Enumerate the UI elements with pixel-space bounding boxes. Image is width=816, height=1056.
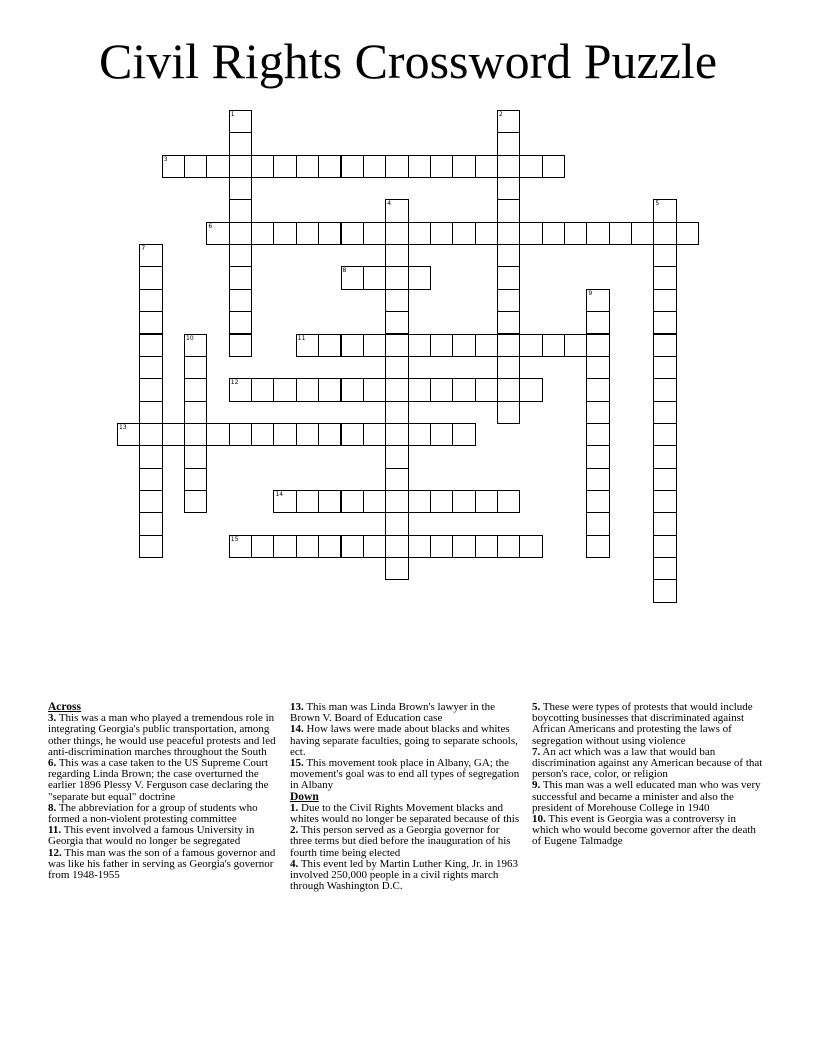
grid-number: 15 bbox=[230, 535, 239, 543]
grid-cell[interactable] bbox=[273, 535, 296, 558]
grid-cell[interactable] bbox=[430, 490, 453, 513]
grid-cell[interactable] bbox=[229, 334, 252, 357]
grid-cell[interactable] bbox=[586, 334, 609, 357]
grid-cell[interactable] bbox=[408, 535, 431, 558]
grid-cell[interactable] bbox=[542, 222, 565, 245]
clue-down-9: 9. This man was a well educated man who was very successful and became a minister and also the president of Morehouse College in 1940 bbox=[532, 779, 761, 814]
grid-number: 6 bbox=[208, 222, 213, 230]
grid-cell[interactable] bbox=[385, 445, 408, 468]
grid-cell[interactable] bbox=[586, 356, 609, 379]
grid-cell[interactable] bbox=[408, 266, 431, 289]
grid-cell[interactable] bbox=[408, 490, 431, 513]
grid-cell[interactable] bbox=[497, 244, 520, 267]
grid-cell[interactable] bbox=[229, 423, 252, 446]
grid-cell[interactable] bbox=[229, 222, 252, 245]
grid-cell[interactable] bbox=[586, 535, 609, 558]
grid-number: 10 bbox=[186, 334, 194, 342]
grid-cell[interactable] bbox=[497, 289, 520, 312]
clue-across-8: 8. The abbreviation for a group of students who formed a non-violent protesting committee bbox=[48, 801, 258, 826]
grid-cell[interactable] bbox=[408, 423, 431, 446]
grid-cell[interactable] bbox=[296, 423, 319, 446]
clue-column-3 bbox=[532, 702, 764, 848]
grid-number: 14 bbox=[275, 490, 284, 498]
grid-cell[interactable] bbox=[497, 132, 520, 155]
grid-number: 7 bbox=[141, 245, 146, 253]
grid-cell[interactable] bbox=[497, 490, 520, 513]
grid-cell[interactable] bbox=[184, 490, 207, 513]
grid-cell[interactable] bbox=[475, 222, 498, 245]
clue-across-15: 15. This movement took place in Albany, GA; the movement's goal was to end all types of segregation in Albany bbox=[290, 757, 520, 792]
grid-cell[interactable] bbox=[653, 423, 676, 446]
grid-cell[interactable] bbox=[452, 423, 475, 446]
grid-cell[interactable] bbox=[497, 535, 520, 558]
grid-cell[interactable] bbox=[296, 535, 319, 558]
grid-cell[interactable] bbox=[430, 155, 453, 178]
grid-cell[interactable] bbox=[542, 155, 565, 178]
grid-cell[interactable] bbox=[497, 266, 520, 289]
grid-number: 1 bbox=[230, 111, 235, 118]
grid-cell[interactable] bbox=[385, 334, 408, 357]
grid-cell[interactable] bbox=[653, 445, 676, 468]
grid-cell[interactable] bbox=[363, 334, 386, 357]
grid-cell[interactable] bbox=[653, 557, 676, 580]
grid-cell[interactable] bbox=[318, 490, 341, 513]
clue-down-7: 7. An act which was a law that would ban discrimination against any American because of that person's race, color, or religion bbox=[532, 745, 763, 781]
clue-down-2: 2. This person served as a Georgia governor for three terms but died before the inauguration of his fourth time being elected bbox=[290, 824, 511, 859]
grid-cell[interactable] bbox=[653, 468, 676, 491]
grid-cell[interactable] bbox=[430, 222, 453, 245]
grid-number: 12 bbox=[230, 379, 239, 387]
clue-across-11: 11. This event involved a famous University in Georgia that would no longer be segregated bbox=[48, 824, 255, 848]
grid-cell[interactable] bbox=[497, 155, 520, 178]
grid-cell[interactable] bbox=[430, 423, 453, 446]
grid-cell[interactable] bbox=[363, 378, 386, 401]
grid-number: 5 bbox=[655, 200, 660, 208]
grid-cell[interactable] bbox=[184, 401, 207, 424]
clue-across-13: 13. This man was Linda Brown's lawyer in the Brown V. Board of Education case bbox=[290, 701, 495, 725]
grid-cell[interactable] bbox=[385, 311, 408, 334]
clue-column-1 bbox=[48, 702, 280, 881]
grid-cell[interactable] bbox=[363, 266, 386, 289]
grid-cell[interactable] bbox=[408, 222, 431, 245]
grid-cell[interactable] bbox=[653, 244, 676, 267]
grid-cell[interactable] bbox=[475, 334, 498, 357]
grid-cell[interactable] bbox=[363, 423, 386, 446]
grid-cell[interactable] bbox=[385, 244, 408, 267]
grid-cell[interactable] bbox=[139, 334, 162, 357]
grid-cell[interactable] bbox=[586, 512, 609, 535]
clue-across-12: 12. This man was the son of a famous governor and was like his father in serving as Georgia's governor from 1948-1955 bbox=[48, 846, 276, 882]
grid-cell[interactable] bbox=[385, 512, 408, 535]
grid-cell[interactable] bbox=[296, 490, 319, 513]
grid-cell[interactable] bbox=[229, 155, 252, 178]
grid-cell[interactable] bbox=[452, 334, 475, 357]
grid-cell[interactable] bbox=[586, 401, 609, 424]
clue-down-5: 5. These were types of protests that would include boycotting businesses that discriminated against African Americans and protesting the laws of segregation without using violence bbox=[532, 701, 753, 747]
grid-cell[interactable] bbox=[653, 289, 676, 312]
grid-cell[interactable] bbox=[273, 155, 296, 178]
page-title: Civil Rights Crossword Puzzle bbox=[98, 33, 718, 89]
grid-cell[interactable] bbox=[229, 244, 252, 267]
grid-cell[interactable] bbox=[363, 222, 386, 245]
grid-cell[interactable] bbox=[385, 490, 408, 513]
grid-cell[interactable] bbox=[497, 401, 520, 424]
grid-cell[interactable] bbox=[653, 222, 676, 245]
grid-cell[interactable] bbox=[497, 356, 520, 379]
grid-cell[interactable] bbox=[139, 468, 162, 491]
grid-cell[interactable] bbox=[162, 423, 185, 446]
grid-number: 8 bbox=[342, 267, 347, 275]
grid-cell[interactable] bbox=[653, 535, 676, 558]
clue-column-2 bbox=[290, 702, 522, 892]
grid-cell[interactable] bbox=[139, 266, 162, 289]
grid-cell[interactable] bbox=[497, 199, 520, 222]
grid-cell[interactable] bbox=[653, 579, 676, 602]
grid-cell[interactable] bbox=[385, 289, 408, 312]
grid-cell[interactable] bbox=[497, 177, 520, 200]
grid-number: 2 bbox=[498, 111, 503, 118]
grid-cell[interactable] bbox=[653, 311, 676, 334]
grid-cell[interactable] bbox=[184, 356, 207, 379]
grid-cell[interactable] bbox=[341, 535, 364, 558]
grid-cell[interactable] bbox=[139, 490, 162, 513]
grid-cell[interactable] bbox=[318, 155, 341, 178]
grid-cell[interactable] bbox=[519, 535, 542, 558]
grid-cell[interactable] bbox=[363, 490, 386, 513]
grid-cell[interactable] bbox=[139, 512, 162, 535]
grid-cell[interactable] bbox=[497, 334, 520, 357]
grid-number: 4 bbox=[387, 200, 392, 208]
grid-cell[interactable] bbox=[385, 155, 408, 178]
grid-cell[interactable] bbox=[385, 423, 408, 446]
grid-cell[interactable] bbox=[430, 535, 453, 558]
grid-cell[interactable] bbox=[318, 334, 341, 357]
grid-cell[interactable] bbox=[251, 155, 274, 178]
grid-cell[interactable] bbox=[519, 222, 542, 245]
grid-cell[interactable] bbox=[273, 423, 296, 446]
grid-cell[interactable] bbox=[139, 445, 162, 468]
grid-cell[interactable] bbox=[385, 222, 408, 245]
grid-cell[interactable] bbox=[139, 423, 162, 446]
grid-cell[interactable] bbox=[184, 378, 207, 401]
grid-cell[interactable] bbox=[653, 490, 676, 513]
clue-across-14: 14. How laws were made about blacks and whites having separate faculties, going to separate schools, ect. bbox=[290, 723, 518, 758]
grid-cell[interactable] bbox=[385, 535, 408, 558]
grid-cell[interactable] bbox=[452, 222, 475, 245]
grid-cell[interactable] bbox=[341, 155, 364, 178]
grid-cell[interactable] bbox=[139, 401, 162, 424]
grid-cell[interactable] bbox=[586, 468, 609, 491]
grid-cell[interactable] bbox=[497, 311, 520, 334]
grid-number: 3 bbox=[163, 155, 168, 163]
grid-cell[interactable] bbox=[229, 266, 252, 289]
grid-cell[interactable] bbox=[139, 356, 162, 379]
grid-cell[interactable] bbox=[341, 334, 364, 357]
grid-cell[interactable] bbox=[296, 378, 319, 401]
grid-cell[interactable] bbox=[653, 512, 676, 535]
grid-cell[interactable] bbox=[184, 445, 207, 468]
grid-cell[interactable] bbox=[251, 423, 274, 446]
grid-cell[interactable] bbox=[430, 378, 453, 401]
grid-cell[interactable] bbox=[519, 334, 542, 357]
grid-cell[interactable] bbox=[653, 266, 676, 289]
grid-cell[interactable] bbox=[653, 334, 676, 357]
clue-across-6: 6. This was a case taken to the US Supreme Court regarding Linda Brown; the case overturned the earlier 1896 Plessy V. Ferguson case declaring the "separate but equal" doctrine bbox=[48, 757, 269, 803]
grid-cell[interactable] bbox=[676, 222, 699, 245]
grid-cell[interactable] bbox=[586, 378, 609, 401]
grid-cell[interactable] bbox=[430, 334, 453, 357]
clue-down-1: 1. Due to the Civil Rights Movement blacks and whites would no longer be separated because of this bbox=[290, 801, 520, 826]
grid-cell[interactable] bbox=[229, 177, 252, 200]
grid-cell[interactable] bbox=[229, 311, 252, 334]
grid-cell[interactable] bbox=[363, 535, 386, 558]
grid-cell[interactable] bbox=[318, 423, 341, 446]
grid-cell[interactable] bbox=[653, 378, 676, 401]
grid-cell[interactable] bbox=[519, 155, 542, 178]
grid-cell[interactable] bbox=[229, 132, 252, 155]
grid-cell[interactable] bbox=[206, 155, 229, 178]
grid-cell[interactable] bbox=[184, 155, 207, 178]
grid-number: 13 bbox=[119, 423, 127, 431]
grid-cell[interactable] bbox=[139, 378, 162, 401]
grid-cell[interactable] bbox=[251, 535, 274, 558]
grid-cell[interactable] bbox=[653, 356, 676, 379]
grid-cell[interactable] bbox=[184, 423, 207, 446]
grid-cell[interactable] bbox=[341, 490, 364, 513]
grid-cell[interactable] bbox=[296, 155, 319, 178]
grid-cell[interactable] bbox=[385, 378, 408, 401]
grid-cell[interactable] bbox=[408, 334, 431, 357]
clue-down-4: 4. This event led by Martin Luther King, Jr. in 1963 involved 250,000 people in a civil rights march through Washington D.C. bbox=[290, 857, 519, 893]
grid-cell[interactable] bbox=[385, 557, 408, 580]
grid-cell[interactable] bbox=[139, 311, 162, 334]
grid-cell[interactable] bbox=[475, 155, 498, 178]
grid-cell[interactable] bbox=[251, 378, 274, 401]
grid-cell[interactable] bbox=[586, 490, 609, 513]
grid-cell[interactable] bbox=[564, 222, 587, 245]
grid-cell[interactable] bbox=[475, 490, 498, 513]
grid-cell[interactable] bbox=[251, 222, 274, 245]
grid-cell[interactable] bbox=[229, 199, 252, 222]
grid-cell[interactable] bbox=[408, 378, 431, 401]
grid-cell[interactable] bbox=[542, 334, 565, 357]
grid-cell[interactable] bbox=[273, 222, 296, 245]
grid-cell[interactable] bbox=[341, 222, 364, 245]
grid-cell[interactable] bbox=[385, 266, 408, 289]
grid-cell[interactable] bbox=[363, 155, 386, 178]
grid-cell[interactable] bbox=[452, 490, 475, 513]
grid-cell[interactable] bbox=[139, 289, 162, 312]
grid-cell[interactable] bbox=[586, 445, 609, 468]
grid-cell[interactable] bbox=[452, 155, 475, 178]
grid-cell[interactable] bbox=[452, 535, 475, 558]
grid-cell[interactable] bbox=[475, 535, 498, 558]
grid-cell[interactable] bbox=[586, 423, 609, 446]
clue-across-3: 3. This was a man who played a tremendous role in integrating Georgia's public transportation, among other things, he would use peaceful protests and led anti-discrimination marches throughout the South bbox=[48, 712, 276, 758]
grid-cell[interactable] bbox=[452, 378, 475, 401]
grid-cell[interactable] bbox=[318, 535, 341, 558]
grid-cell[interactable] bbox=[631, 222, 654, 245]
grid-number: 9 bbox=[588, 289, 593, 297]
grid-cell[interactable] bbox=[229, 289, 252, 312]
grid-cell[interactable] bbox=[184, 468, 207, 491]
grid-cell[interactable] bbox=[408, 155, 431, 178]
grid-cell[interactable] bbox=[653, 401, 676, 424]
grid-cell[interactable] bbox=[586, 311, 609, 334]
grid-cell[interactable] bbox=[341, 423, 364, 446]
grid-cell[interactable] bbox=[586, 222, 609, 245]
grid-cell[interactable] bbox=[564, 334, 587, 357]
grid-cell[interactable] bbox=[519, 378, 542, 401]
grid-cell[interactable] bbox=[139, 535, 162, 558]
grid-cell[interactable] bbox=[206, 423, 229, 446]
grid-cell[interactable] bbox=[385, 356, 408, 379]
grid-cell[interactable] bbox=[497, 378, 520, 401]
grid-cell[interactable] bbox=[341, 378, 364, 401]
down-heading: Down bbox=[290, 790, 319, 803]
grid-cell[interactable] bbox=[318, 378, 341, 401]
grid-cell[interactable] bbox=[609, 222, 632, 245]
grid-cell[interactable] bbox=[296, 222, 319, 245]
grid-cell[interactable] bbox=[385, 468, 408, 491]
across-heading: Across bbox=[48, 701, 82, 713]
grid-cell[interactable] bbox=[273, 378, 296, 401]
grid-cell[interactable] bbox=[475, 378, 498, 401]
clue-down-10: 10. This event is Georgia was a controversy in which who would become governor after the death of Eugene Talmadge bbox=[532, 813, 756, 848]
grid-cell[interactable] bbox=[318, 222, 341, 245]
grid-number: 11 bbox=[297, 334, 306, 342]
grid-cell[interactable] bbox=[497, 222, 520, 245]
grid-cell[interactable] bbox=[385, 401, 408, 424]
